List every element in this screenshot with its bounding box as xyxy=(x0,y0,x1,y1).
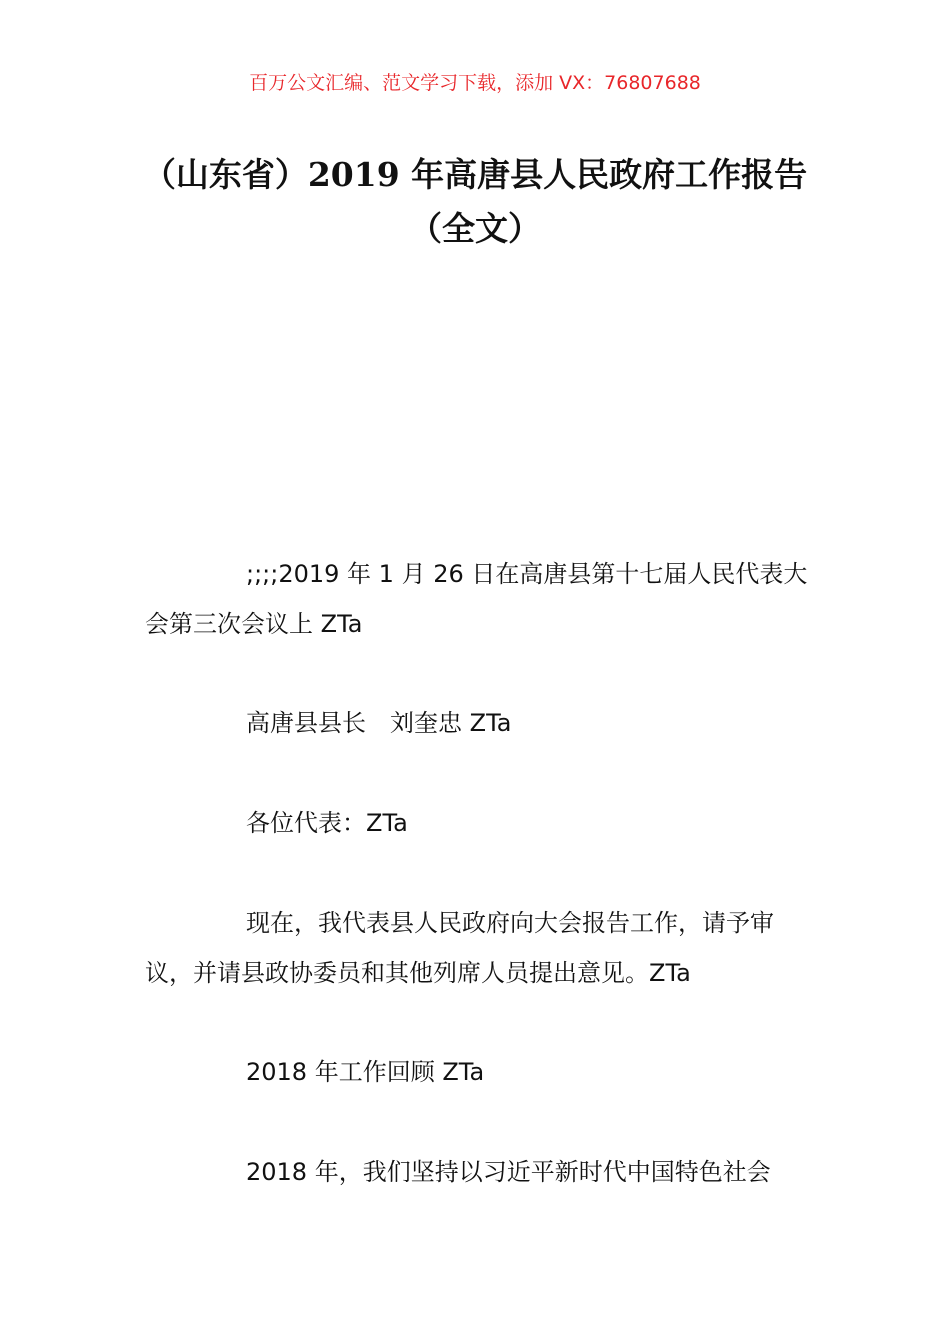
paragraph-speaker: 高唐县县长 刘奎忠 ZTa xyxy=(246,709,512,737)
document-title: （山东省）2019 年高唐县人民政府工作报告（全文） xyxy=(142,155,808,248)
paragraph-review-start: 2018 年，我们坚持以习近平新时代中国特色社会 xyxy=(246,1158,771,1186)
paragraph-intro: 现在，我代表县人民政府向大会报告工作，请予审议，并请县政协委员和其他列席人员提出意见。ZTa xyxy=(145,909,774,987)
paragraph-meeting-info: ;;;;2019 年 1 月 26 日在高唐县第十七届人民代表大会第三次会议上 ZTa xyxy=(145,560,808,638)
header-note: 百万公文汇编、范文学习下载，添加 VX：76807688 xyxy=(249,72,701,94)
paragraph-salutation: 各位代表：ZTa xyxy=(246,809,408,837)
section-heading-review: 2018 年工作回顾 ZTa xyxy=(246,1058,485,1086)
